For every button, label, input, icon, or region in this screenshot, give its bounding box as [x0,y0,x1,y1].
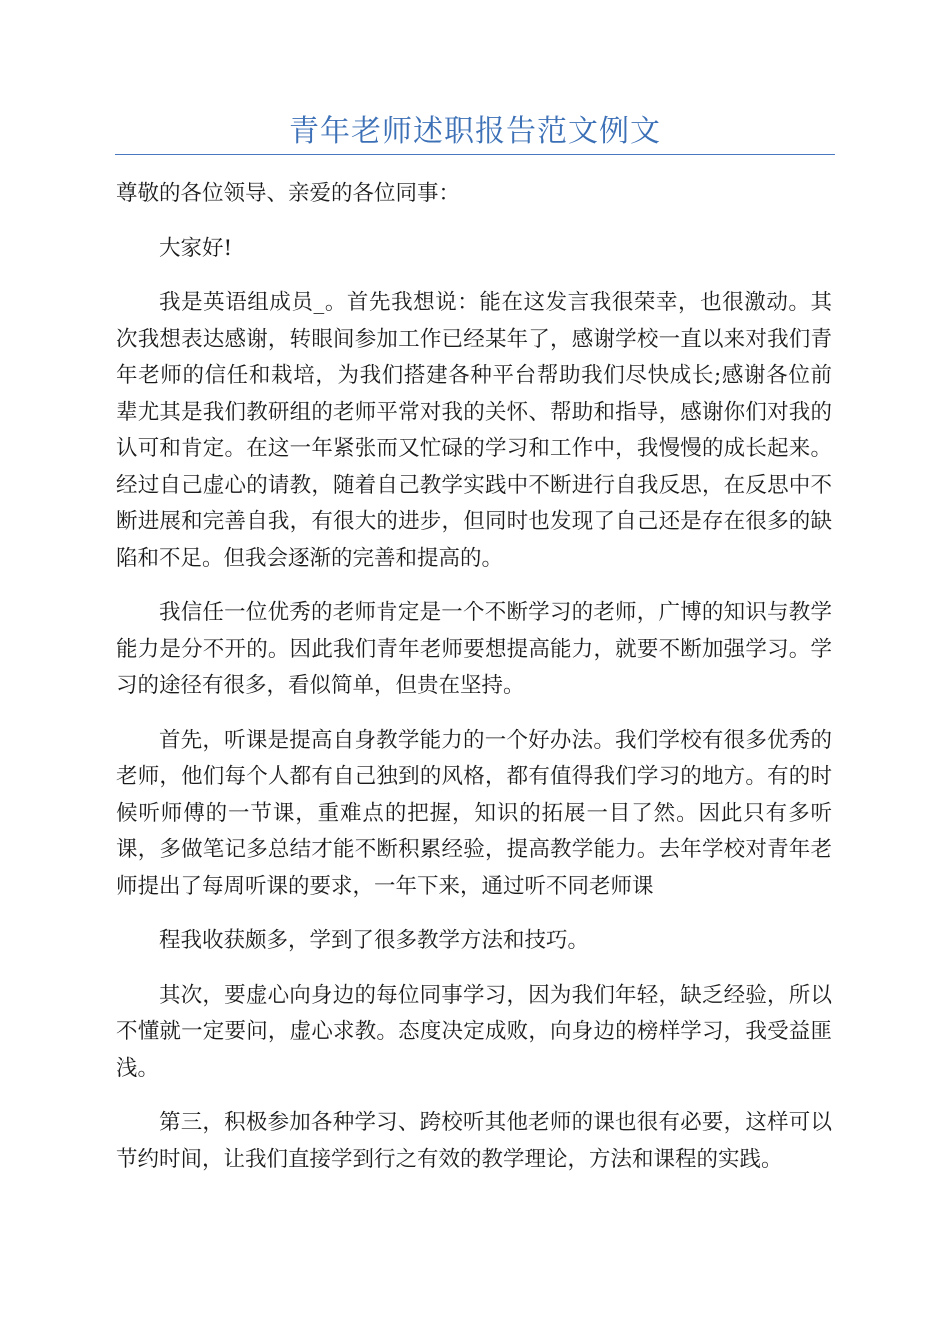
document-title: 青年老师述职报告范文例文 [289,114,661,149]
document-body [116,176,832,1196]
paragraph-learning: 我信任一位优秀的老师肯定是一个不断学习的老师，广博的知识与教学能力是分不开的。因此我们青年老师要想提高能力，就要不断加强学习。学习的途径有很多，看似简单，但贵在坚持。 [116,600,832,698]
title-underline [115,154,835,155]
paragraph-introduction: 我是英语组成员_。首先我想说：能在这发言我很荣幸，也很激动。其次我想表达感谢，转眼间参加工作已经某年了，感谢学校一直以来对我们青年老师的信任和栽培，为我们搭建各种平台帮助我们尽快成长;感谢各位前辈尤其是我们教研组的老师平常对我的关怀、帮助和指导，感谢你们对我的认可和肯定。在这一年紧张而又忙碌的学习和工作中，我慢慢的成长起来。经过自己虚心的请教，随着自己教学实践中不断进行自我反思，在反思中不断进展和完善自我，有很大的进步，但同时也发现了自己还是存在很多的缺陷和不足。但我会逐渐的完善和提高的。 [116,290,832,571]
paragraph-first-point: 首先，听课是提高自身教学能力的一个好办法。我们学校有很多优秀的老师，他们每个人都有自己独到的风格，都有值得我们学习的地方。有的时候听师傅的一节课，重难点的把握，知识的拓展一目了然。因此只有多听课，多做笔记多总结才能不断积累经验，提高教学能力。去年学校对青年老师提出了每周听课的要求，一年下来，通过听不同老师课 [116,727,832,899]
greeting: 大家好! [159,235,233,261]
paragraph-third-point: 第三，积极参加各种学习、跨校听其他老师的课也很有必要，这样可以节约时间，让我们直接学到行之有效的教学理论，方法和课程的实践。 [116,1110,832,1172]
salutation: 尊敬的各位领导、亲爱的各位同事： [116,181,461,206]
paragraph-continuation: 程我收获颇多，学到了很多教学方法和技巧。 [159,928,590,953]
paragraph-second-point: 其次，要虚心向身边的每位同事学习，因为我们年轻，缺乏经验，所以不懂就一定要问，虚心求教。态度决定成败，向身边的榜样学习，我受益匪浅。 [116,982,832,1081]
